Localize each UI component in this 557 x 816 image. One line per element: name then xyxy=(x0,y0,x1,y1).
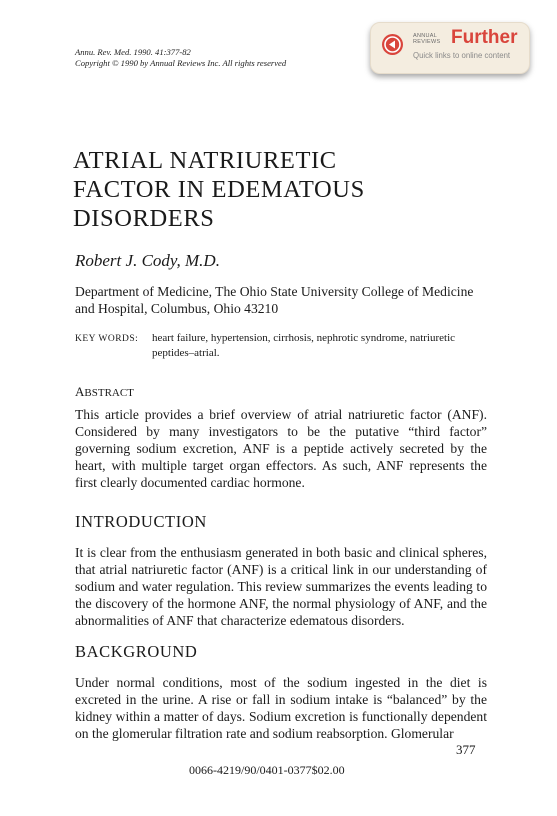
title-line: FACTOR IN EDEMATOUS xyxy=(73,176,365,203)
annual-reviews-logo-text: ANNUAL REVIEWS xyxy=(413,33,441,45)
article-title xyxy=(73,146,365,233)
journal-citation-line: Annu. Rev. Med. 1990. 41:377-82 xyxy=(75,47,191,57)
further-wordmark: Further xyxy=(451,27,518,48)
further-tagline: Quick links to online content xyxy=(413,51,511,60)
title-line: DISORDERS xyxy=(73,205,215,232)
abstract-text: This article provides a brief overview of atrial natriuretic factor (ANF). Considered by many investigators to be the putative “third factor” governing sodium excretion, ANF is a peptide actively secreted by the heart, with multiple target organ effectors. As such, ANF represents the first clearly documented cardiac hormone. xyxy=(75,407,487,490)
introduction-heading: INTRODUCTION xyxy=(75,512,207,531)
title-line: ATRIAL NATRIURETIC xyxy=(73,147,337,174)
key-words-label: KEY WORDS: xyxy=(75,334,139,344)
copyright-line: Copyright © 1990 by Annual Reviews Inc. All rights reserved xyxy=(75,58,287,68)
play-left-icon xyxy=(382,34,403,55)
background-heading: BACKGROUND xyxy=(75,642,198,661)
author-name: Robert J. Cody, M.D. xyxy=(75,251,220,270)
key-words-list: heart failure, hypertension, cirrhosis, nephrotic syndrome, natriuretic peptides–atrial. xyxy=(152,332,456,359)
author-affiliation: Department of Medicine, The Ohio State University College of Medicine and Hospital, Columbus, Ohio 43210 xyxy=(75,284,474,316)
further-banner[interactable] xyxy=(370,22,530,74)
abstract-heading: ABSTRACT xyxy=(75,384,134,399)
article-code: 0066-4219/90/0401-0377$02.00 xyxy=(189,763,345,777)
background-text: Under normal conditions, most of the sodium ingested in the diet is excreted in the urine. A rise or fall in sodium intake is “balanced” by the kidney within a matter of days. Sodium excretion is functionally dependent on the glomerular filtration rate and sodium reabsorption. Glomerular xyxy=(75,675,487,741)
introduction-text: It is clear from the enthusiasm generated in both basic and clinical spheres, that atrial natriuretic factor (ANF) is a critical link in our understanding of sodium and water regulation. This review summarizes the events leading to the discovery of the hormone ANF, the normal physiology of ANF, and the abnormalities of ANF that characterize edematous disorders. xyxy=(75,545,487,628)
page-number: 377 xyxy=(456,742,476,757)
journal-citation xyxy=(75,47,286,69)
